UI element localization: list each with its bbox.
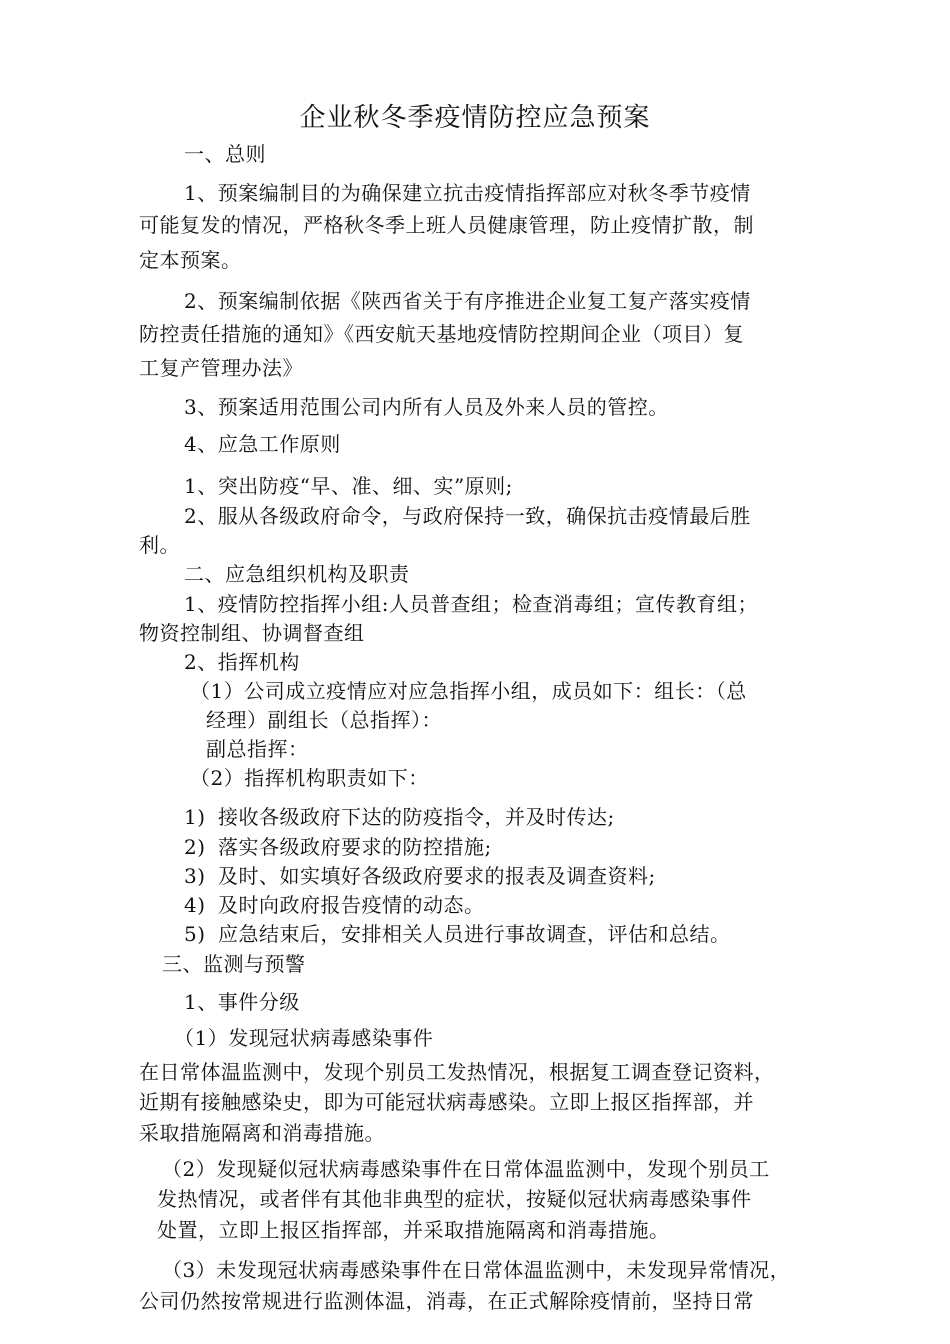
paragraph-line: 1、突出防疫“早、准、细、实”原则; bbox=[184, 474, 513, 498]
paragraph-line: 定本预案。 bbox=[139, 248, 242, 272]
paragraph-line: （1）发现冠状病毒感染事件 bbox=[174, 1026, 434, 1050]
paragraph-line: 2、指挥机构 bbox=[184, 650, 300, 674]
section-heading-general: 一、总则 bbox=[184, 142, 266, 166]
paragraph-line: 工复产管理办法》 bbox=[139, 356, 303, 380]
paragraph-line: 1、疫情防控指挥小组:人员普查组；检查消毒组；宣传教育组； bbox=[184, 592, 758, 616]
paragraph-line: （2）指挥机构职责如下： bbox=[190, 766, 429, 790]
paragraph-line: 公司仍然按常规进行监测体温，消毒，在正式解除疫情前，坚持日常 bbox=[139, 1289, 754, 1313]
paragraph-line: 1、事件分级 bbox=[184, 990, 300, 1014]
list-item: 3) 及时、如实填好各级政府要求的报表及调查资料; bbox=[184, 864, 656, 888]
paragraph-line: （3）未发现冠状病毒感染事件在日常体温监测中，未发现异常情况， bbox=[162, 1258, 791, 1282]
paragraph-line: 经理）副组长（总指挥）： bbox=[206, 708, 442, 732]
paragraph-line: （2）发现疑似冠状病毒感染事件在日常体温监测中，发现个别员工 bbox=[162, 1157, 770, 1181]
list-item: 4) 及时向政府报告疫情的动态。 bbox=[184, 893, 485, 917]
section-heading-monitoring: 三、监测与预警 bbox=[162, 952, 306, 976]
document-title: 企业秋冬季疫情防控应急预案 bbox=[299, 103, 651, 133]
paragraph-line: 2、服从各级政府命令，与政府保持一致，确保抗击疫情最后胜 bbox=[184, 504, 751, 528]
paragraph-line: 防控责任措施的通知》《西安航天基地疫情防控期间企业（项目）复 bbox=[139, 322, 744, 346]
list-item: 1) 接收各级政府下达的防疫指令，并及时传达; bbox=[184, 805, 615, 829]
paragraph-line: 近期有接触感染史，即为可能冠状病毒感染。立即上报区指挥部，并 bbox=[139, 1090, 754, 1114]
paragraph-line: 处置，立即上报区指挥部，并采取措施隔离和消毒措施。 bbox=[157, 1218, 670, 1242]
paragraph-line: 1、预案编制目的为确保建立抗击疫情指挥部应对秋冬季节疫情 bbox=[184, 181, 751, 205]
paragraph-line: 可能复发的情况，严格秋冬季上班人员健康管理，防止疫情扩散，制 bbox=[139, 213, 754, 237]
paragraph-line: 3、预案适用范围公司内所有人员及外来人员的管控。 bbox=[184, 395, 669, 419]
paragraph-line: 采取措施隔离和消毒措施。 bbox=[139, 1121, 385, 1145]
list-item: 2) 落实各级政府要求的防控措施; bbox=[184, 835, 492, 859]
section-heading-organization: 二、应急组织机构及职责 bbox=[184, 562, 410, 586]
paragraph-line: （1）公司成立疫情应对应急指挥小组，成员如下：组长：（总 bbox=[190, 679, 747, 703]
paragraph-line: 发热情况，或者伴有其他非典型的症状，按疑似冠状病毒感染事件 bbox=[157, 1187, 752, 1211]
paragraph-line: 物资控制组、协调督查组 bbox=[139, 621, 365, 645]
paragraph-line: 在日常体温监测中，发现个别员工发热情况，根据复工调查登记资料， bbox=[139, 1060, 775, 1084]
paragraph-line: 4、应急工作原则 bbox=[184, 432, 341, 456]
paragraph-line: 利。 bbox=[139, 533, 180, 557]
paragraph-line: 2、预案编制依据《陕西省关于有序推进企业复工复产落实疫情 bbox=[184, 289, 751, 313]
paragraph-line: 副总指挥： bbox=[206, 737, 309, 761]
list-item: 5) 应急结束后，安排相关人员进行事故调查，评估和总结。 bbox=[184, 922, 731, 946]
